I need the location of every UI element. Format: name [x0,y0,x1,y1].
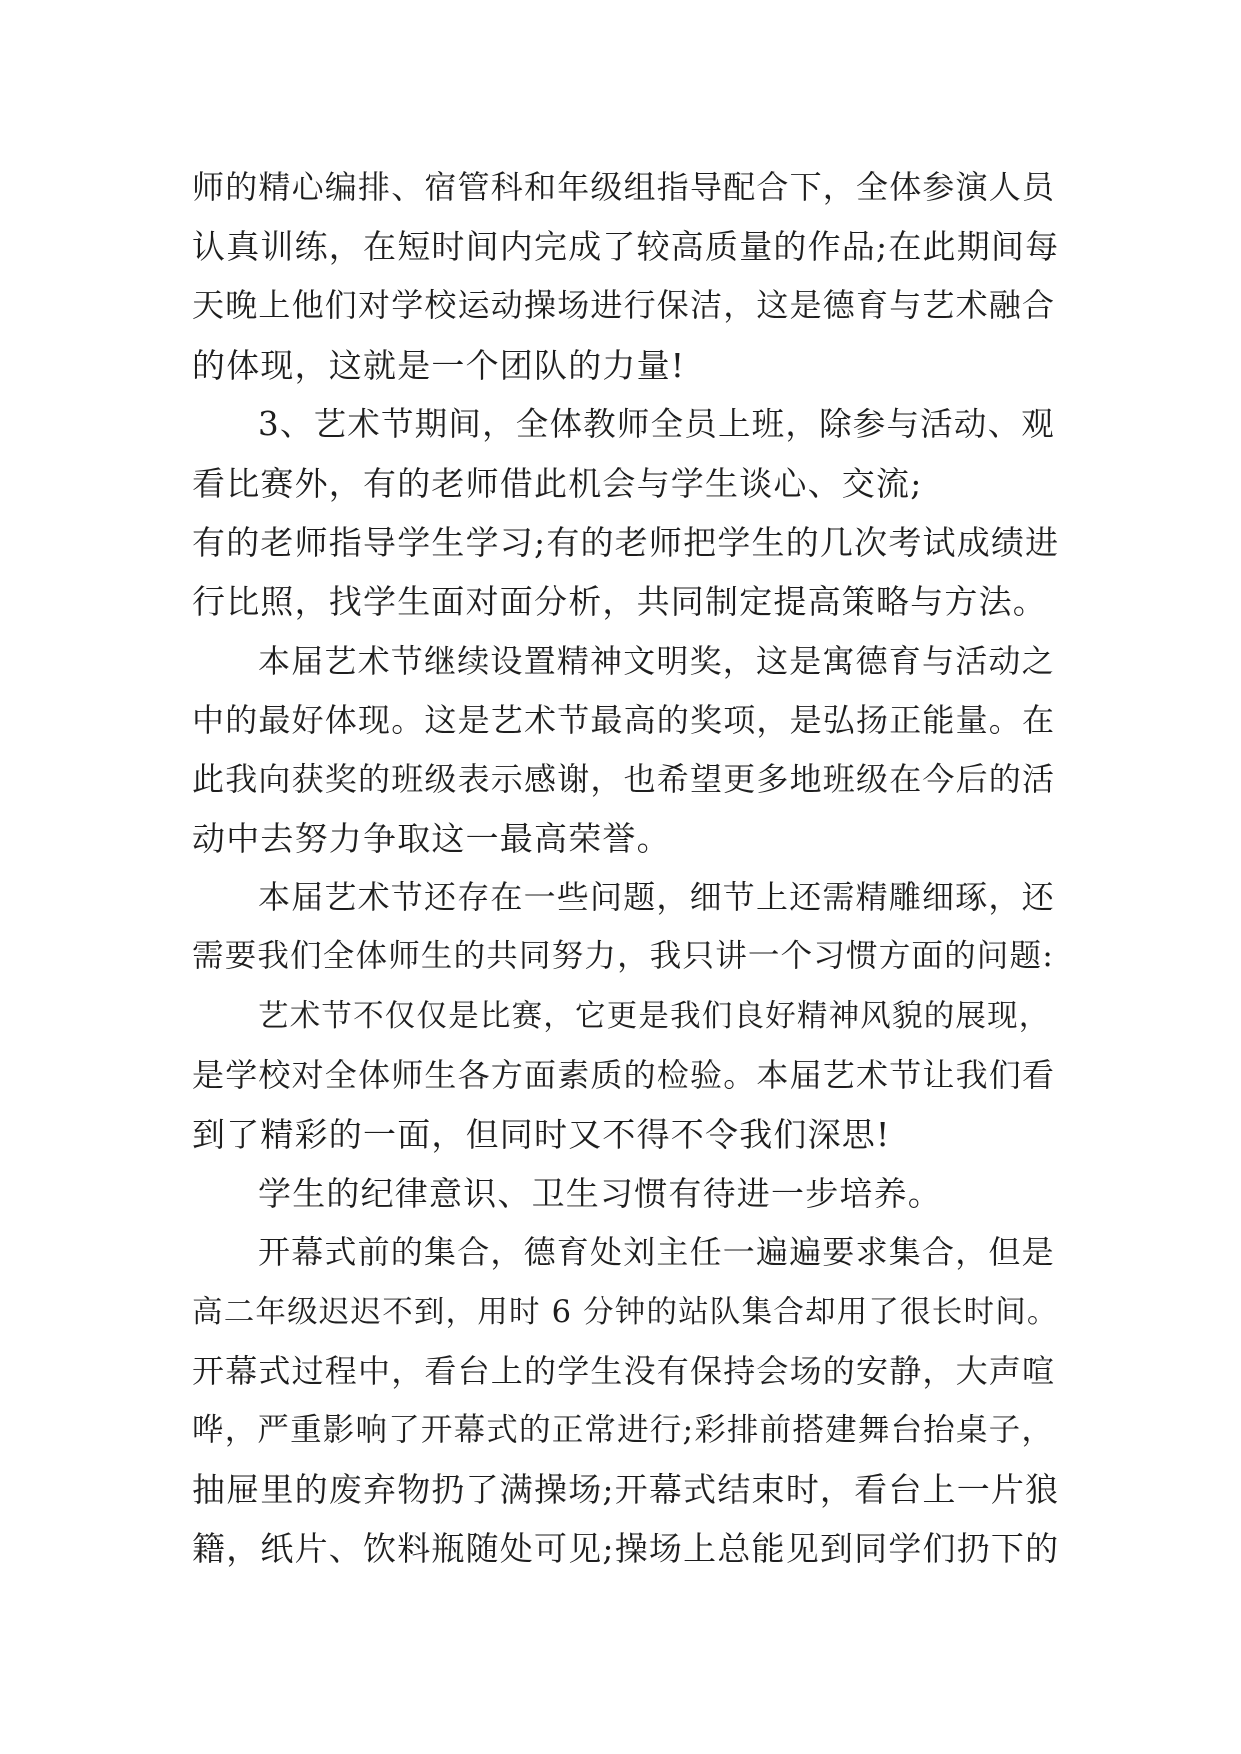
text-line: 的体现，这就是一个团队的力量! [192,345,686,385]
text-line: 有的老师指导学生学习;有的老师把学生的几次考试成绩进 [192,523,1060,563]
text-line: 是学校对全体师生各方面素质的检验。本届艺术节让我们看 [192,1055,1056,1094]
text-line: 需要我们全体师生的共同努力，我只讲一个习惯方面的问题: [192,938,1055,975]
document-body [192,158,1062,1579]
text-line: 艺术节不仅仅是比赛，它更是我们良好精神风貌的展现， [258,998,1051,1034]
text-line: 认真训练，在短时间内完成了较高质量的作品;在此期间每 [192,227,1060,267]
text-line: 学生的纪律意识、卫生习惯有待进一步培养。 [258,1174,942,1214]
text-line: 开幕式过程中，看台上的学生没有保持会场的安静，大声喧 [192,1351,1056,1390]
text-line: 抽屉里的废弃物扔了满操场;开幕式结束时，看台上一片狼 [192,1470,1060,1510]
text-line: 到了精彩的一面，但同时又不得不令我们深思! [192,1115,891,1154]
text-line: 高二年级迟迟不到，用时 6 分钟的站队集合却用了很长时间。 [192,1294,1059,1330]
text-line: 籍，纸片、饮料瓶随处可见;操场上总能见到同学们扔下的 [192,1529,1060,1569]
text-line: 看比赛外，有的老师借此机会与学生谈心、交流; [192,463,923,503]
text-line: 中的最好体现。这是艺术节最高的奖项，是弘扬正能量。在 [192,700,1056,739]
text-line: 师的精心编排、宿管科和年级组指导配合下，全体参演人员 [192,168,1056,206]
text-line: 动中去努力争取这一最高荣誉。 [192,819,671,859]
text-line: 本届艺术节还存在一些问题，细节上还需精雕细琢，还 [258,878,1055,917]
text-line: 开幕式前的集合，德育处刘主任一遍遍要求集合，但是 [258,1233,1055,1272]
text-line: 哗，严重影响了开幕式的正常进行;彩排前搭建舞台抬桌子， [192,1411,1055,1448]
text-line: 天晚上他们对学校运动操场进行保洁，这是德育与艺术融合 [192,286,1056,325]
text-line: 本届艺术节继续设置精神文明奖，这是寓德育与活动之 [258,641,1055,680]
text-line: 行比照，找学生面对面分析，共同制定提高策略与方法。 [192,582,1047,622]
text-line: 3、艺术节期间，全体教师全员上班，除参与活动、观 [258,404,1055,443]
text-line: 此我向获奖的班级表示感谢，也希望更多地班级在今后的活 [192,759,1056,798]
